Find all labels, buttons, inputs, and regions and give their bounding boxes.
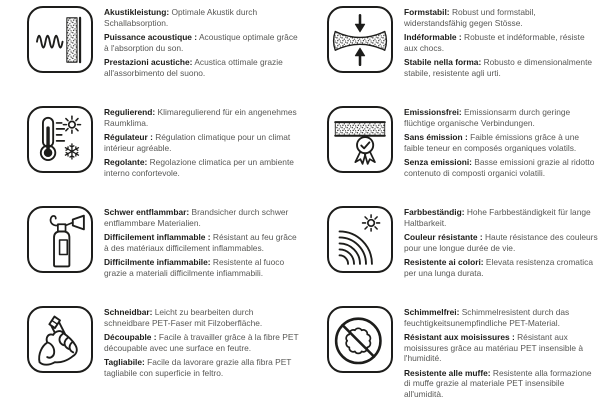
label-it: Tagliabile:	[104, 357, 145, 368]
paragraph-de	[104, 107, 300, 128]
feature-text	[104, 106, 300, 182]
feature-card-emission	[300, 100, 600, 200]
desc-it: Resistente al fuoco grazie a materiali difficilmente infiammabili.	[104, 257, 285, 278]
feature-card-mold	[300, 300, 600, 400]
desc-it: Basse emissioni grazie al ridotto contenuto di composti organici volatili.	[404, 157, 595, 178]
label-fr: Couleur résistante :	[404, 232, 483, 243]
label-de: Akustikleistung:	[104, 7, 170, 17]
desc-it: Acustica ottimale grazie all'assorbimento del suono.	[104, 57, 283, 78]
label-it: Difficilmente infiammabile:	[104, 257, 211, 268]
label-fr: Difficilement inflammable :	[104, 232, 211, 243]
feature-text	[104, 6, 300, 82]
paragraph-it	[404, 157, 600, 178]
feature-card-cuttable	[0, 300, 300, 400]
desc-de: Robust und formstabil, widerstandsfähig gegen Stösse.	[404, 7, 536, 28]
cuttable-material-icon	[27, 306, 93, 373]
desc-fr: Facile à travailler grâce à la fibre PET découpable avec une surface en feutre.	[104, 332, 299, 353]
climate-regulation-icon	[27, 106, 93, 173]
fire-extinguisher-icon	[31, 211, 89, 269]
paragraph-fr	[104, 232, 300, 253]
svg-text:❄: ❄	[62, 139, 82, 166]
label-de: Formstabil:	[404, 7, 450, 17]
feature-text	[404, 206, 600, 282]
feature-card-acoustic	[0, 0, 300, 100]
paragraph-de	[404, 307, 600, 328]
desc-de: Hohe Farbbeständigkeit für lange Haltbarkeit.	[404, 207, 591, 228]
paragraph-de	[104, 7, 300, 28]
label-it: Regolante:	[104, 157, 148, 168]
paragraph-fr	[104, 32, 300, 53]
paragraph-fr	[104, 332, 300, 353]
fire-extinguisher-icon	[27, 206, 93, 273]
paragraph-it	[404, 368, 600, 400]
feature-card-colorfast	[300, 200, 600, 300]
label-fr: Découpable :	[104, 332, 157, 343]
desc-it: Robusto e dimensionalmente stabile, resistente agli urti.	[404, 57, 593, 78]
desc-fr: Résistant aux moisissures grâce au matériau PET insensible à l'humidité.	[404, 332, 584, 364]
label-it: Resistente alle muffe:	[404, 367, 491, 378]
paragraph-it	[404, 257, 600, 278]
paragraph-it	[104, 357, 300, 378]
paragraph-fr	[404, 32, 600, 53]
desc-de: Klimaregulierend für ein angenehmes Raumklima.	[104, 107, 297, 128]
paragraph-fr	[404, 232, 600, 253]
feature-text	[404, 6, 600, 82]
desc-de: Brandsicher durch schwer entflammbare Materialien.	[104, 207, 289, 228]
feature-card-stability	[300, 0, 600, 100]
paragraph-de	[104, 307, 300, 328]
paragraph-it	[104, 257, 300, 278]
desc-fr: Haute résistance des couleurs pour une longue durée de vie.	[404, 232, 598, 253]
paragraph-de	[404, 107, 600, 128]
desc-it: Facile da lavorare grazie alla fibra PET tagliabile con superficie in feltro.	[104, 357, 292, 378]
desc-de: Emissionsarm durch geringe flüchtige organische Verbindungen.	[404, 107, 571, 128]
label-fr: Régulateur :	[104, 132, 153, 143]
label-fr: Résistant aux moisissures :	[404, 332, 515, 343]
color-fastness-icon	[327, 206, 393, 273]
shape-stability-icon	[331, 11, 389, 69]
desc-fr: Faible émissions grâce à une faible teneur en composés organiques volatils.	[404, 132, 580, 153]
desc-it: Elevata resistenza cromatica per una lunga durata.	[404, 257, 593, 278]
desc-fr: Résistant au feu grâce à des matériaux difficilement inflammables.	[104, 232, 297, 253]
feature-card-flammability	[0, 200, 300, 300]
paragraph-fr	[404, 332, 600, 364]
paragraph-de	[104, 207, 300, 228]
mold-resistant-icon	[331, 311, 389, 369]
desc-de: Leicht zu bearbeiten durch schneidbare PET-Faser mit Filzoberfläche.	[104, 307, 263, 328]
sound-absorption-icon	[27, 6, 93, 73]
cuttable-material-icon	[31, 311, 89, 369]
color-fastness-icon	[331, 211, 389, 269]
label-de: Farbbeständig:	[404, 207, 465, 217]
low-emission-icon	[331, 111, 389, 169]
low-emission-icon	[327, 106, 393, 173]
desc-fr: Acoustique optimale grâce à l'absorption du son.	[104, 32, 298, 53]
feature-text	[104, 306, 300, 382]
paragraph-de	[404, 207, 600, 228]
feature-text	[104, 206, 300, 282]
sound-absorption-icon	[31, 11, 89, 69]
feature-text	[404, 106, 600, 182]
desc-it: Resistente alla formazione di muffe grazie al materiale PET insensibile all'umidità.	[404, 367, 592, 400]
feature-text	[404, 306, 600, 404]
label-de: Schneidbar:	[104, 307, 153, 317]
label-de: Emissionsfrei:	[404, 107, 462, 117]
desc-de: Schimmelresistent durch das feuchtigkeitsunempfindliche PET-Material.	[404, 307, 570, 328]
paragraph-de	[404, 7, 600, 28]
label-fr: Puissance acoustique :	[104, 32, 198, 43]
climate-regulation-icon	[31, 111, 89, 169]
paragraph-fr	[404, 132, 600, 153]
label-it: Resistente ai colori:	[404, 257, 484, 268]
feature-card-climate	[0, 100, 300, 200]
label-it: Stabile nella forma:	[404, 57, 482, 68]
paragraph-it	[104, 57, 300, 78]
label-fr: Indéformable :	[404, 32, 462, 43]
label-it: Prestazioni acustiche:	[104, 57, 193, 68]
paragraph-fr	[104, 132, 300, 153]
desc-de: Optimale Akustik durch Schallabsorption.	[104, 7, 258, 28]
label-de: Regulierend:	[104, 107, 156, 117]
desc-fr: Robuste et indéformable, résiste aux chocs.	[404, 32, 585, 53]
label-fr: Sans émission :	[404, 132, 468, 143]
paragraph-it	[404, 57, 600, 78]
label-it: Senza emissioni:	[404, 157, 472, 168]
paragraph-it	[104, 157, 300, 178]
desc-it: Regolazione climatica per un ambiente interno confortevole.	[104, 157, 294, 178]
label-de: Schwer entflammbar:	[104, 207, 190, 217]
desc-fr: Régulation climatique pour un climat intérieur agréable.	[104, 132, 291, 153]
shape-stability-icon	[327, 6, 393, 73]
label-de: Schimmelfrei:	[404, 307, 460, 317]
mold-resistant-icon	[327, 306, 393, 373]
